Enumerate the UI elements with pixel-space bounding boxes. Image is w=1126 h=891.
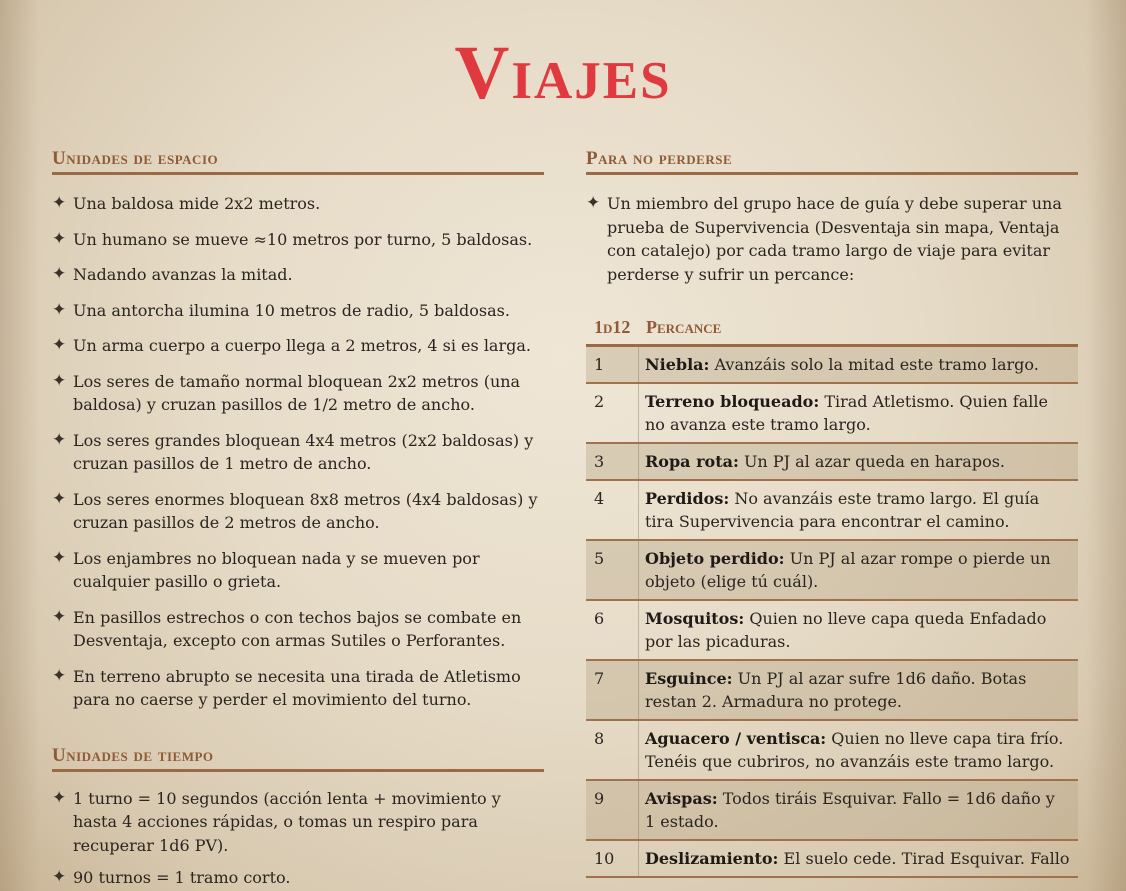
list-item: [52, 370, 544, 417]
roll-value: 5: [594, 549, 605, 568]
bullet-star-icon: ✦: [52, 193, 67, 213]
list-item: [52, 263, 544, 287]
roll-value: 6: [594, 609, 605, 628]
event-name: Niebla:: [645, 355, 710, 374]
event-description: Un PJ al azar queda en harapos.: [738, 452, 1006, 471]
event-name: Terreno bloqueado:: [645, 392, 820, 411]
event-cell: [638, 347, 1078, 382]
space-units-list: [52, 192, 544, 712]
bullet-star-icon: ✦: [52, 335, 67, 355]
table-row: [586, 601, 1078, 661]
bullet-star-icon: ✦: [52, 228, 67, 249]
list-item-text: En pasillos estrechos o con techos bajos se combate en Desventaja, excepto con armas Sutiles o Perforantes.: [73, 607, 522, 650]
list-item: [52, 866, 544, 890]
list-item-text: En terreno abrupto se necesita una tirada de Atletismo para no caerse y perder el movimiento del turno.: [73, 666, 521, 709]
list-item-text: 1 turno = 10 segundos (acción lenta + movimiento y hasta 4 acciones rápidas, o tomas un respiro para recuperar 1d6 PV).: [73, 788, 501, 855]
lost-heading: Para no perderse: [586, 148, 1078, 175]
list-item-text: Un humano se mueve ≈10 metros por turno, 5 baldosas.: [73, 229, 533, 249]
event-description: Tirad Atletismo. Quien falle no avanza este tramo largo.: [645, 392, 1048, 434]
table-row: [586, 444, 1078, 481]
roll-value: 3: [594, 452, 605, 471]
list-item: [52, 192, 544, 216]
list-item: [52, 228, 544, 252]
list-item: [52, 547, 544, 594]
list-item-text: Los enjambres no bloquean nada y se mueven por cualquier pasillo o grieta.: [73, 548, 480, 591]
bullet-star-icon: ✦: [52, 606, 67, 627]
roll-value: 8: [594, 729, 605, 748]
mishap-table-header: [586, 317, 1078, 347]
roll-value: 2: [594, 392, 605, 411]
list-item-text: Los seres grandes bloquean 4x4 metros (2x2 baldosas) y cruzan pasillos de 1 metro de ancho.: [73, 430, 534, 473]
event-description: Quien no lleve capa tira frío. Tenéis que cubriros, no avanzáis este tramo largo.: [645, 729, 1064, 771]
event-cell: [638, 601, 1078, 659]
event-cell: [638, 444, 1078, 479]
event-name: Ropa rota:: [645, 452, 739, 471]
table-row: [586, 841, 1078, 878]
lost-intro-text: Un miembro del grupo hace de guía y debe superar una prueba de Supervivencia (Desventaja sin mapa, Ventaja con catalejo) por cada tramo largo de viaje para evitar perderse y sufrir un percance:: [607, 194, 1062, 284]
bullet-star-icon: ✦: [52, 787, 67, 808]
event-description: Un PJ al azar rompe o pierde un objeto (elige tú cuál).: [645, 549, 1051, 591]
page-title: Viajes: [454, 31, 672, 115]
table-row: [586, 541, 1078, 601]
list-item: [52, 488, 544, 535]
roll-value: 7: [594, 669, 605, 688]
bullet-star-icon: ✦: [586, 193, 601, 213]
table-row: [586, 781, 1078, 841]
page-edge-left: [0, 0, 40, 891]
event-cell: [638, 541, 1078, 599]
bullet-star-icon: ✦: [52, 299, 67, 320]
page-edge-right: [1086, 0, 1126, 891]
bullet-star-icon: ✦: [52, 264, 67, 284]
list-item-text: Una antorcha ilumina 10 metros de radio, 5 baldosas.: [73, 300, 510, 320]
list-item: [52, 299, 544, 323]
event-description: Un PJ al azar sufre 1d6 daño. Botas restan 2. Armadura no protege.: [645, 669, 1027, 711]
list-item: [52, 334, 544, 358]
list-item-text: 90 turnos = 1 tramo corto.: [73, 868, 291, 887]
event-cell: [638, 661, 1078, 719]
column-header-event: Percance: [646, 317, 722, 337]
list-item-text: Los seres enormes bloquean 8x8 metros (4x4 baldosas) y cruzan pasillos de 2 metros de ancho.: [73, 489, 538, 532]
roll-value: 4: [594, 489, 605, 508]
roll-value: 9: [594, 789, 605, 808]
bullet-star-icon: ✦: [52, 665, 67, 686]
mishap-table-body: [586, 347, 1078, 878]
event-description: Quien no lleve capa queda Enfadado por las picaduras.: [645, 609, 1047, 651]
table-row: [586, 721, 1078, 781]
table-row: [586, 481, 1078, 541]
event-name: Mosquitos:: [645, 609, 745, 628]
event-name: Objeto perdido:: [645, 549, 785, 568]
list-item: [586, 192, 1078, 286]
list-item-text: Un arma cuerpo a cuerpo llega a 2 metros, 4 si es larga.: [73, 336, 531, 355]
list-item: [52, 606, 544, 653]
list-item-text: Nadando avanzas la mitad.: [73, 265, 293, 284]
event-description: Avanzáis solo la mitad este tramo largo.: [709, 355, 1039, 374]
event-name: Deslizamiento:: [645, 849, 779, 868]
table-row: [586, 384, 1078, 444]
list-item-text: Los seres de tamaño normal bloquean 2x2 metros (una baldosa) y cruzan pasillos de 1/2 metro de ancho.: [73, 371, 521, 414]
event-cell: [638, 384, 1078, 442]
bullet-star-icon: ✦: [52, 547, 67, 568]
bullet-star-icon: ✦: [52, 867, 67, 887]
column-header-roll: 1d12: [594, 317, 631, 337]
time-units-section: [52, 745, 544, 890]
time-units-heading: Unidades de tiempo: [52, 745, 544, 772]
event-cell: [638, 841, 1078, 876]
event-name: Esguince:: [645, 669, 733, 688]
table-row: [586, 347, 1078, 384]
event-description: No avanzáis este tramo largo. El guía tira Supervivencia para encontrar el camino.: [645, 489, 1040, 531]
space-units-heading: Unidades de espacio: [52, 148, 544, 175]
event-name: Avispas:: [645, 789, 718, 808]
event-cell: [638, 721, 1078, 779]
bullet-star-icon: ✦: [52, 370, 67, 391]
space-units-section: [52, 148, 544, 712]
bullet-star-icon: ✦: [52, 488, 67, 509]
event-cell: [638, 781, 1078, 839]
list-item-text: Una baldosa mide 2x2 metros.: [73, 194, 321, 213]
list-item: [52, 787, 544, 858]
list-item: [52, 429, 544, 476]
list-item: [52, 665, 544, 712]
lost-intro-list: [586, 192, 1078, 286]
event-description: El suelo cede. Tirad Esquivar. Fallo: [778, 849, 1070, 868]
roll-value: 10: [594, 849, 615, 868]
roll-value: 1: [594, 355, 605, 374]
event-name: Aguacero / ventisca:: [645, 729, 827, 748]
event-name: Perdidos:: [645, 489, 730, 508]
event-description: Todos tiráis Esquivar. Fallo = 1d6 daño y 1 estado.: [645, 789, 1055, 831]
event-cell: [638, 481, 1078, 539]
right-column: [586, 148, 1078, 878]
bullet-star-icon: ✦: [52, 429, 67, 450]
time-units-list: [52, 787, 544, 890]
table-row: [586, 661, 1078, 721]
left-column: [52, 148, 544, 891]
